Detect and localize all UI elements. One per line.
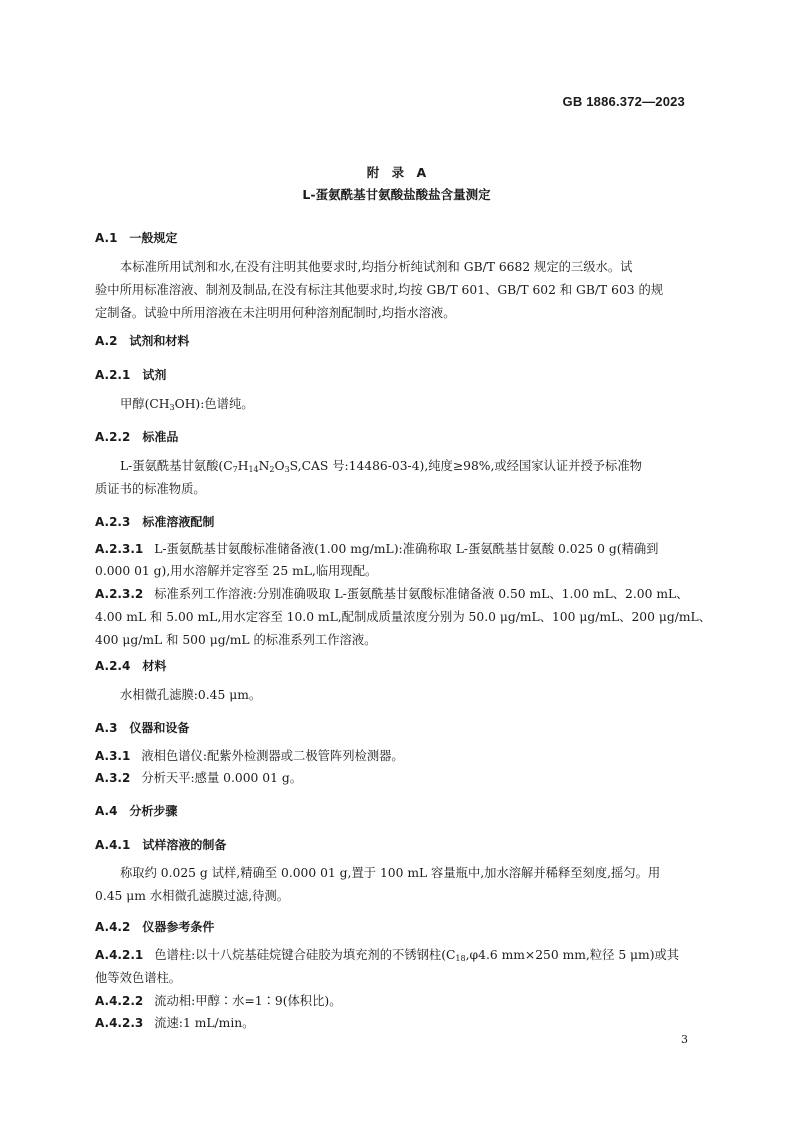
paragraph-a41-line-1: 称取约 0.025 g 试样,精确至 0.000 01 g,置于 100 mL 容量瓶中,加水溶解并稀释至刻度,摇匀。用 (120, 866, 661, 880)
section-number: A.2.4 (95, 659, 131, 673)
section-heading-a4 (95, 802, 177, 819)
paragraph-a422: A.4.2.2 流动相:甲醇∶水=1∶9(体积比)。 (95, 994, 342, 1008)
section-number: A.3 (95, 721, 118, 735)
paragraph-a231-line-2: 0.000 01 g),用水溶解并定容至 25 mL,临用现配。 (95, 564, 378, 578)
section-heading-a1 (95, 229, 177, 246)
section-heading-a24 (95, 657, 166, 674)
section-number: A.4 (95, 804, 118, 818)
paragraph-a423: A.4.2.3 流速:1 mL/min。 (95, 1016, 255, 1030)
section-title: 标准品 (142, 430, 179, 444)
subsection-number: A.3.1 (95, 749, 131, 763)
section-title: 材料 (142, 659, 167, 673)
paragraph-a24: 水相微孔滤膜:0.45 μm。 (120, 688, 262, 702)
page-number: 3 (681, 1033, 688, 1046)
section-number: A.2.1 (95, 368, 131, 382)
section-heading-a41 (95, 836, 226, 853)
section-title: 试样溶液的制备 (142, 838, 227, 852)
paragraph-a1-line-2: 验中所用标准溶液、制剂及制品,在没有标注其他要求时,均按 GB/T 601、GB/T 602 和 GB/T 603 的规 (95, 283, 664, 297)
section-number: A.2.3 (95, 515, 131, 529)
section-title: 标准溶液配制 (142, 515, 215, 529)
section-title: 仪器和设备 (129, 721, 190, 735)
section-title: 试剂和材料 (129, 334, 190, 348)
paragraph-a232-line-2: 4.00 mL 和 5.00 mL,用水定容至 10.0 mL,配制成质量浓度分别为 50.0 μg/mL、100 μg/mL、200 μg/mL、 (95, 610, 711, 624)
paragraph-a22-line-1: L-蛋氨酰基甘氨酸($C_7H_{14}N_2O_3S,CAS$ 号:14486-03-4),纯度≥98%,或经国家认证并授予标准物 (120, 459, 642, 474)
subsection-number: A.3.2 (95, 771, 131, 785)
subsection-number: A.2.3.1 (95, 542, 144, 556)
section-number: A.2.2 (95, 430, 131, 444)
section-number: A.1 (95, 231, 118, 245)
appendix-label: 附 录 A (366, 165, 427, 180)
paragraph-a22-line-2: 质证书的标准物质。 (95, 482, 206, 496)
paragraph-a32: A.3.2 分析天平:感量 0.000 01 g。 (95, 771, 302, 785)
subsection-number: A.2.3.2 (95, 587, 144, 601)
paragraph-a21: 甲醇$(CH_3OH)$:色谱纯。 (120, 397, 254, 412)
appendix-title: L-蛋氨酰基甘氨酸盐酸盐含量测定 (302, 187, 491, 202)
section-title: 试剂 (142, 368, 167, 382)
paragraph-a421-line-1: A.4.2.1 色谱柱:以十八烷基硅烷键合硅胶为填充剂的不锈钢柱($C_{18},\varphi 4.6$ mm×250 mm,粒径 5 μm)或其 (95, 948, 680, 963)
subsection-number: A.4.2.2 (95, 994, 144, 1008)
section-heading-a42 (95, 918, 214, 935)
paragraph-a1-line-1: 本标准所用试剂和水,在没有注明其他要求时,均指分析纯试剂和 GB/T 6682 规定的三级水。试 (120, 260, 633, 274)
section-title: 仪器参考条件 (142, 920, 215, 934)
section-heading-a2 (95, 332, 189, 349)
section-title: 分析步骤 (129, 804, 178, 818)
section-heading-a3 (95, 719, 189, 736)
paragraph-a232-line-3: 400 μg/mL 和 500 μg/mL 的标准系列工作溶液。 (95, 633, 377, 647)
section-number: A.4.1 (95, 838, 131, 852)
paragraph-a231-line-1: A.2.3.1 L-蛋氨酰基甘氨酸标准储备液(1.00 mg/mL):准确称取 L-蛋氨酰基甘氨酸 0.025 0 g(精确到 (95, 542, 659, 556)
section-heading-a22 (95, 428, 178, 445)
section-number: A.4.2 (95, 920, 131, 934)
paragraph-a41-line-2: 0.45 μm 水相微孔滤膜过滤,待测。 (95, 889, 290, 903)
paragraph-a1-line-3: 定制备。试验中所用溶液在未注明用何种溶剂配制时,均指水溶液。 (95, 306, 456, 320)
paragraph-a232-line-1: A.2.3.2 标准系列工作溶液:分别准确吸取 L-蛋氨酰基甘氨酸标准储备液 0.50 mL、1.00 mL、2.00 mL、 (95, 587, 689, 601)
subsection-number: A.4.2.3 (95, 1016, 144, 1030)
paragraph-a31: A.3.1 液相色谱仪:配紫外检测器或二极管阵列检测器。 (95, 749, 404, 763)
subsection-number: A.4.2.1 (95, 948, 144, 962)
section-title: 一般规定 (129, 231, 178, 245)
standard-number: GB 1886.372—2023 (562, 94, 685, 109)
section-heading-a23 (95, 513, 214, 530)
section-heading-a21 (95, 366, 166, 383)
section-number: A.2 (95, 334, 118, 348)
paragraph-a421-line-2: 他等效色谱柱。 (95, 971, 182, 985)
